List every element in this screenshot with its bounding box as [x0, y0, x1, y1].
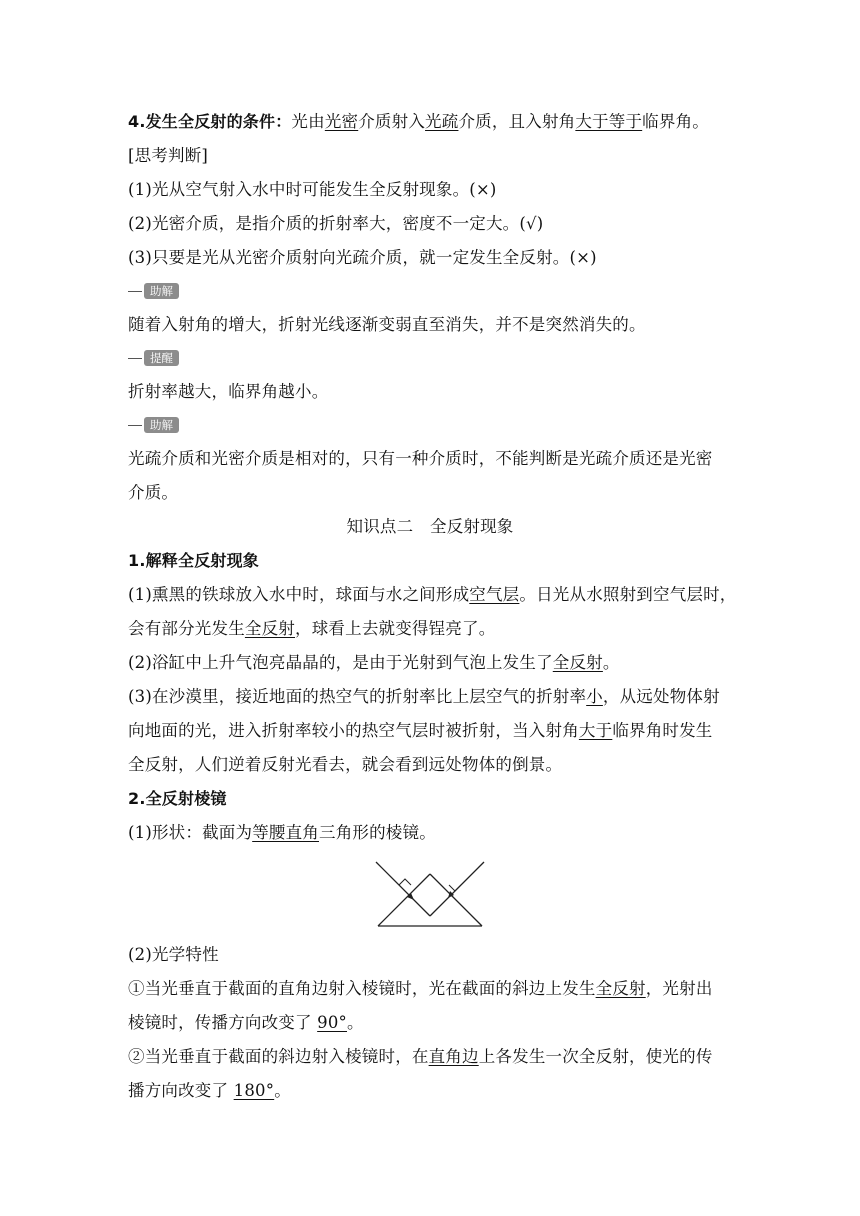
k2-o1-line-2	[128, 1011, 748, 1035]
k2-heading: 2.全反射棱镜	[128, 789, 227, 808]
blank-answer: 光疏	[425, 112, 459, 131]
prism-left-edge	[378, 874, 430, 926]
text: 。	[602, 653, 620, 672]
text: 介质射入	[358, 112, 426, 131]
blank-answer: 180°	[233, 1081, 275, 1100]
blank-answer: 光密	[324, 112, 359, 131]
k2-optics-title: (2)光学特性	[128, 945, 219, 964]
text: 临界角时发生	[612, 721, 713, 740]
condition-line	[128, 110, 748, 134]
condition-heading: 4.发生全反射的条件：	[128, 112, 292, 131]
k2-o2-line-2	[128, 1079, 748, 1103]
text: (3)在沙漠里，接近地面的热空气的折射率比上层空气的折射率	[128, 687, 587, 706]
blank-answer: 直角边	[428, 1047, 479, 1066]
tag-dash	[128, 358, 142, 359]
judge-item-1: (1)光从空气射入水中时可能发生全反射现象。(×)	[128, 180, 497, 199]
judge-item-3: (3)只要是光从光密介质射向光疏介质，就一定发生全反射。(×)	[128, 248, 597, 267]
k1-p1-line-1	[128, 583, 748, 607]
text: 。	[347, 1013, 364, 1032]
text: ，球看上去就变得锃亮了。	[295, 619, 496, 638]
help-tag-2	[128, 416, 179, 434]
text: 。日光从水照射到空气层时，	[519, 585, 737, 604]
blank-answer: 90°	[317, 1013, 348, 1032]
blank-answer: 空气层	[469, 585, 520, 604]
text: 三角形的棱镜。	[319, 823, 436, 842]
text: 会有部分光发生	[128, 619, 245, 638]
text: (1)熏黑的铁球放入水中时，球面与水之间形成	[128, 585, 470, 604]
k2-o1-line-1	[128, 977, 748, 1001]
hint-note: 折射率越大，临界角越小。	[128, 382, 329, 401]
k1-p2	[128, 651, 748, 675]
text: ，从远处物体射	[602, 687, 720, 706]
help-note-2-line-2: 介质。	[128, 483, 179, 502]
tag-dash	[128, 425, 142, 426]
blank-answer: 大于	[578, 721, 613, 740]
blank-answer: 大于等于	[575, 112, 643, 131]
text: (2)浴缸中上升气泡亮晶晶的，是由于光射到气泡上发生了	[128, 653, 553, 672]
help-note-2-line-1: 光疏介质和光密介质是相对的，只有一种介质时，不能判断是光疏介质还是光密	[128, 449, 713, 468]
right-angle-mark-left	[399, 879, 411, 885]
k2-shape	[128, 821, 748, 845]
hint-tag	[128, 349, 179, 367]
text: 光由	[291, 112, 325, 131]
k1-p3-line-1	[128, 685, 748, 709]
k1-p1-line-2	[128, 617, 748, 641]
blank-answer: 全反射	[552, 653, 603, 672]
text: (1)形状：截面为	[128, 823, 253, 842]
k1-p3-line-2	[128, 719, 748, 743]
text: ，光射出	[645, 979, 713, 998]
text: 向地面的光，进入折射率较小的热空气层时被折射，当入射角	[128, 721, 579, 740]
help-tag-1	[128, 282, 179, 300]
k1-heading: 1.解释全反射现象	[128, 551, 260, 570]
blank-answer: 全反射	[595, 979, 646, 998]
blank-answer: 等腰直角	[252, 823, 319, 842]
judge-item-2: (2)光密介质，是指介质的折射率大，密度不一定大。(√)	[128, 214, 544, 233]
text: ②当光垂直于截面的斜边射入棱镜时，在	[128, 1047, 429, 1066]
k1-p3-line-3: 全反射，人们逆着反射光看去，就会看到远处物体的倒景。	[128, 755, 563, 774]
blank-answer: 小	[586, 687, 603, 706]
text: 棱镜时，传播方向改变了	[128, 1013, 318, 1032]
text: 介质，且入射角	[458, 112, 576, 131]
help-note-1: 随着入射角的增大，折射光线逐渐变弱直至消失，并不是突然消失的。	[128, 315, 646, 334]
tag-dash	[128, 291, 142, 292]
incident-ray	[376, 862, 430, 916]
tag-label: 助解	[144, 283, 179, 299]
k2-o2-line-1	[128, 1045, 748, 1069]
tag-label: 助解	[144, 417, 179, 433]
text: 上各发生一次全反射，使光的传	[478, 1047, 713, 1066]
text: 。	[274, 1081, 291, 1100]
think-title: [思考判断]	[128, 146, 209, 165]
blank-answer: 全反射	[244, 619, 296, 638]
text: ①当光垂直于截面的直角边射入棱镜时，光在截面的斜边上发生	[128, 979, 596, 998]
section-title: 知识点二 全反射现象	[346, 517, 514, 536]
text: 播方向改变了	[128, 1081, 234, 1100]
prism-diagram	[370, 860, 490, 930]
text: 临界角。	[642, 112, 709, 131]
prism-right-edge	[430, 874, 482, 926]
tag-label: 提醒	[144, 350, 179, 366]
